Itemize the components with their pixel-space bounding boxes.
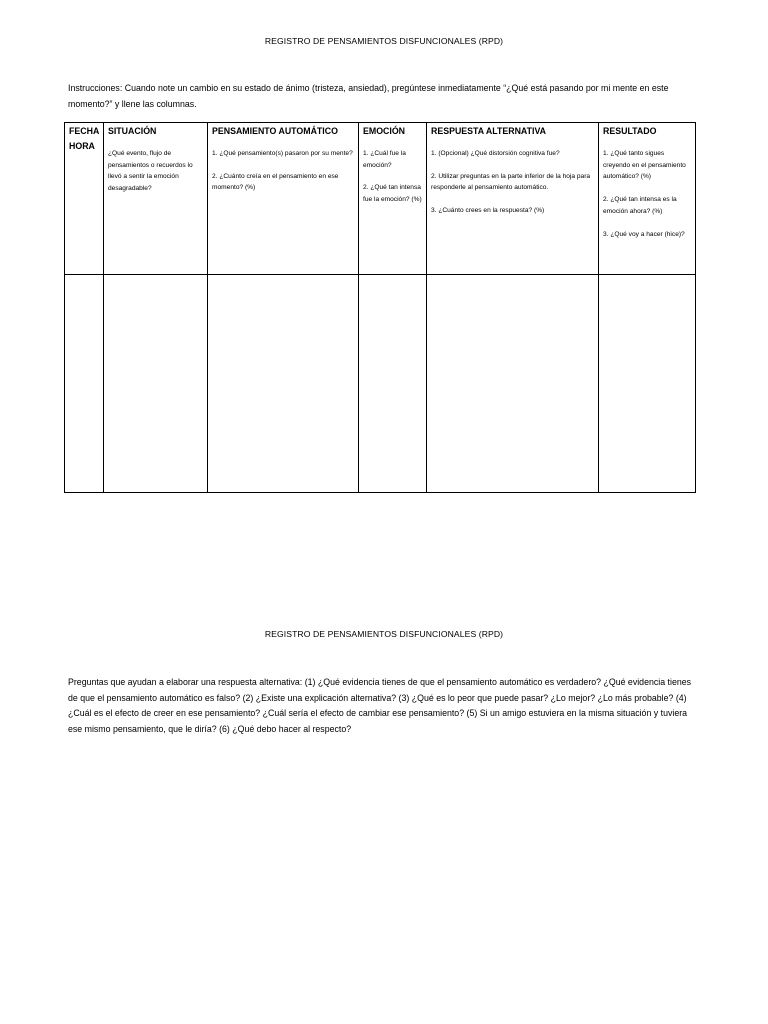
entry-cell-situacion[interactable]: [104, 275, 208, 493]
question-text: 2. Utilizar preguntas en la parte inferior de la hoja para responderle al pensamiento automático.: [431, 172, 591, 192]
col-fecha-hora: [65, 123, 104, 275]
col-emocion: [359, 123, 427, 275]
col-questions: [108, 148, 203, 195]
col-header-line: HORA: [69, 141, 95, 151]
page-title: REGISTRO DE PENSAMIENTOS DISFUNCIONALES (RPD): [264, 36, 504, 46]
col-header: PENSAMIENTO AUTOMÁTICO: [212, 126, 338, 136]
entry-cell-pensamiento-automatico[interactable]: [208, 275, 359, 493]
instructions-text: Instrucciones: Cuando note un cambio en su estado de ánimo (tristeza, ansiedad), pregúntese inmediatamente “¿Qué está pasando por mi mente en este momento?” y llene las columnas.: [68, 83, 669, 109]
question-text: 1. ¿Qué pensamiento(s) pasaron por su mente?: [212, 150, 353, 157]
question-text: 1. (Opcional) ¿Qué distorsión cognitiva fue?: [431, 150, 560, 157]
question-text: 3. ¿Cuánto crees en la respuesta? (%): [431, 207, 545, 215]
entry-cell-emocion[interactable]: [359, 275, 427, 493]
question-text: 2. ¿Cuánto creía en el pensamiento en ese momento? (%): [212, 172, 339, 192]
col-questions: [363, 148, 422, 206]
entry-cell-fecha-hora[interactable]: [65, 275, 104, 493]
col-header: EMOCIÓN: [363, 126, 406, 136]
col-header-line: FECHA: [69, 126, 100, 136]
table-entry-row: [65, 275, 696, 493]
entry-cell-resultado[interactable]: [599, 275, 696, 493]
col-pensamiento-automatico: [208, 123, 359, 275]
col-header: RESPUESTA ALTERNATIVA: [431, 126, 547, 136]
table-header-row: [65, 123, 696, 275]
col-header: SITUACIÓN: [108, 126, 157, 136]
col-respuesta-alternativa: [427, 123, 599, 275]
rpd-table: [64, 122, 696, 493]
question-text: 3. ¿Qué voy a hacer (hice)?: [603, 230, 685, 238]
page-title-2: REGISTRO DE PENSAMIENTOS DISFUNCIONALES (RPD): [264, 629, 504, 639]
question-text: 2. ¿Qué tan intensa fue la emoción? (%): [363, 184, 422, 204]
col-questions: [431, 148, 594, 217]
alternative-response-questions: Preguntas que ayudan a elaborar una respuesta alternativa: (1) ¿Qué evidencia tienes de que el pensamiento automático es verdadero? ¿Qué evidencia tienes de que el pensamiento automático es falso? (2) ¿Existe una explicación alternativa? (3) ¿Qué es lo peor que puede pasar? ¿Lo mejor? ¿Lo más probable? (4) ¿Cuál es el efecto de creer en ese pensamiento? ¿Cuál sería el efecto de cambiar ese pensamiento? (5) Si un amigo estuviera en la misma situación y tuviera ese mismo pensamiento, que le diría? (6) ¿Qué debo hacer al respecto?: [68, 677, 692, 734]
question-text: 2. ¿Qué tan intensa es la emoción ahora? (%): [603, 196, 677, 215]
col-situacion: [104, 123, 208, 275]
col-header: RESULTADO: [603, 126, 657, 136]
col-resultado: [599, 123, 696, 275]
entry-cell-respuesta-alternativa[interactable]: [427, 275, 599, 493]
question-text: 1. ¿Qué tanto sigues creyendo en el pensamiento automático? (%): [603, 150, 686, 181]
col-header: [69, 124, 99, 154]
col-questions: [212, 148, 354, 194]
question-text: ¿Qué evento, flujo de pensamientos o recuerdos lo llevó a sentir la emoción desagradable?: [108, 150, 193, 193]
col-questions: [603, 148, 691, 240]
question-text: 1. ¿Cuál fue la emoción?: [363, 150, 406, 169]
